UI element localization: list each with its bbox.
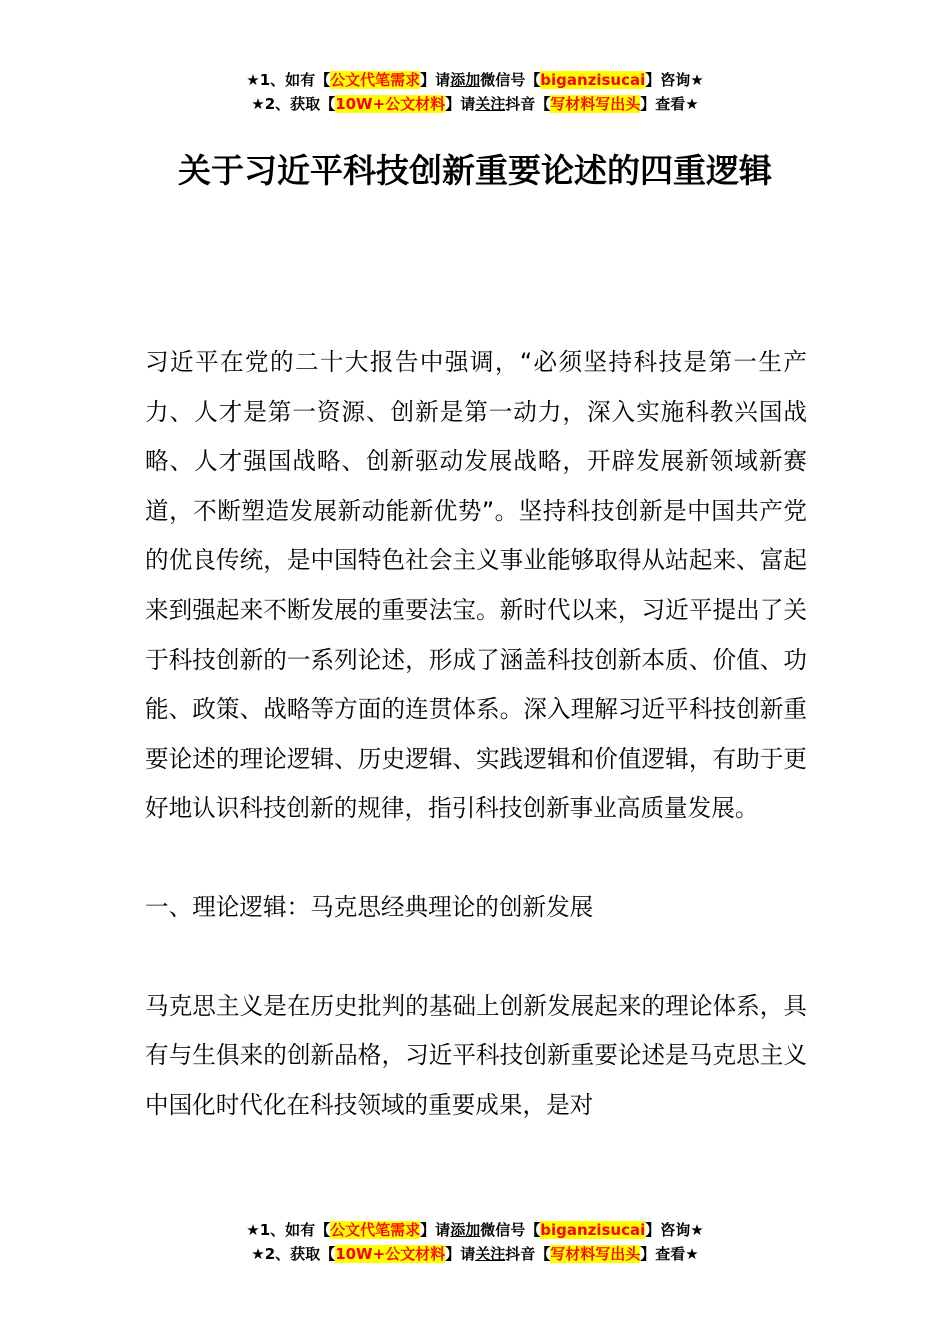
banner-text: 】请 — [445, 1245, 476, 1263]
banner-highlight-materials: 10W+公文材料 — [335, 95, 446, 113]
footer-banner — [0, 1218, 950, 1266]
paragraph-spacer — [145, 933, 807, 982]
banner-highlight-materials: 10W+公文材料 — [335, 1245, 446, 1263]
banner-text: 】查看★ — [640, 1245, 699, 1263]
banner-text: 】咨询★ — [645, 71, 704, 89]
banner-underline: 关注 — [475, 1245, 506, 1263]
banner-highlight-service: 公文代笔需求 — [330, 1221, 421, 1239]
banner-underline: 关注 — [475, 95, 506, 113]
banner-line-1 — [0, 1218, 950, 1242]
banner-highlight-wechat-id: biganzisucai — [540, 1221, 646, 1239]
document-body — [145, 338, 807, 1130]
banner-line-2 — [0, 1242, 950, 1266]
document-title: 关于习近平科技创新重要论述的四重逻辑 — [178, 151, 772, 190]
banner-text: 】查看★ — [640, 95, 699, 113]
paragraph-spacer — [145, 834, 807, 883]
banner-line-2 — [0, 92, 950, 116]
banner-text: ★2、获取【 — [251, 1245, 336, 1263]
section-heading: 一、理论逻辑：马克思经典理论的创新发展 — [145, 892, 594, 921]
banner-text: ★2、获取【 — [251, 95, 336, 113]
banner-underline: 添加 — [450, 1221, 481, 1239]
banner-highlight-douyin-id: 写材料写出头 — [550, 1245, 641, 1263]
banner-highlight-wechat-id: biganzisucai — [540, 71, 646, 89]
banner-text: 】请 — [445, 95, 476, 113]
banner-text: 抖音【 — [505, 1245, 551, 1263]
banner-highlight-douyin-id: 写材料写出头 — [550, 95, 641, 113]
banner-line-1 — [0, 68, 950, 92]
banner-text: 】请 — [420, 1221, 451, 1239]
banner-text: 微信号【 — [480, 1221, 541, 1239]
header-banner — [0, 68, 950, 116]
banner-text: ★1、如有【 — [246, 1221, 331, 1239]
banner-highlight-service: 公文代笔需求 — [330, 71, 421, 89]
banner-underline: 添加 — [450, 71, 481, 89]
banner-text: 】咨询★ — [645, 1221, 704, 1239]
banner-text: 抖音【 — [505, 95, 551, 113]
banner-text: 】请 — [420, 71, 451, 89]
banner-text: ★1、如有【 — [246, 71, 331, 89]
banner-text: 微信号【 — [480, 71, 541, 89]
paragraph-section-1: 马克思主义是在历史批判的基础上创新发展起来的理论体系，具有与生俱来的创新品格，习近平科技创新重要论述是马克思主义中国化时代化在科技领域的重要成果，是对 — [145, 991, 807, 1119]
paragraph-intro: 习近平在党的二十大报告中强调，“必须坚持科技是第一生产力、人才是第一资源、创新是第一动力，深入实施科教兴国战略、人才强国战略、创新驱动发展战略，开辟发展新领域新赛道，不断塑造发展新动能新优势”。坚持科技创新是中国共产党的优良传统，是中国特色社会主义事业能够取得从站起来、富起来到强起来不断发展的重要法宝。新时代以来，习近平提出了关于科技创新的一系列论述，形成了涵盖科技创新本质、价值、功能、政策、战略等方面的连贯体系。深入理解习近平科技创新重要论述的理论逻辑、历史逻辑、实践逻辑和价值逻辑，有助于更好地认识科技创新的规律，指引科技创新事业高质量发展。 — [145, 348, 807, 823]
